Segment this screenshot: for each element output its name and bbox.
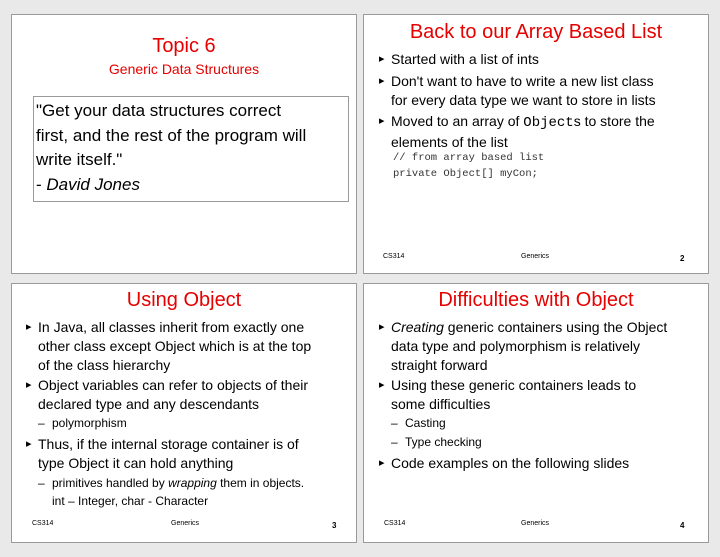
bullet-text: other class except Object which is at the top (38, 338, 312, 354)
sub-bullet (391, 433, 482, 451)
bullet-text: straight forward (391, 357, 488, 373)
slide-title: Back to our Array Based List (409, 21, 663, 43)
bullet-text: Thus, if the internal storage container is of (38, 436, 299, 452)
sub-bullet (38, 414, 127, 432)
page-number: 4 (680, 521, 685, 530)
dash-bullet-icon: – (391, 416, 398, 430)
sub-bullet (38, 474, 305, 510)
bullet-item (379, 376, 637, 414)
slide-subtitle: Generic Data Structures (108, 61, 260, 77)
footer-topic: Generics (521, 520, 550, 527)
triangle-bullet-icon: ▸ (379, 53, 385, 65)
dash-bullet-icon: – (38, 476, 45, 490)
sub-bullet (391, 414, 446, 432)
dash-bullet-icon: – (38, 416, 45, 430)
text-segment: primitives handled by (52, 476, 169, 490)
footer-course: CS314 (32, 520, 54, 527)
bullet-item (26, 376, 309, 414)
slide-title: Difficulties with Object (438, 289, 634, 311)
text-segment: s to store the (573, 113, 655, 129)
triangle-bullet-icon: ▸ (379, 75, 385, 87)
bullet-text: of the class hierarchy (38, 357, 171, 373)
bullet-item (379, 50, 539, 69)
slide-4 (363, 283, 709, 543)
text-emphasis: Creating (391, 319, 444, 335)
triangle-bullet-icon: ▸ (379, 115, 385, 127)
triangle-bullet-icon: ▸ (26, 379, 32, 391)
code-line: // from array based list (393, 152, 545, 164)
code-word: Object (523, 115, 574, 131)
bullet-text (391, 112, 655, 133)
footer-topic: Generics (521, 253, 550, 260)
text-segment: Moved to an array of (391, 113, 524, 129)
bullet-item (26, 318, 312, 375)
quote-text (36, 99, 306, 197)
triangle-bullet-icon: ▸ (379, 321, 385, 333)
sub-text: Type checking (405, 435, 482, 449)
triangle-bullet-icon: ▸ (26, 438, 32, 450)
bullet-text: Object variables can refer to objects of their (38, 377, 309, 393)
quote-line: write itself." (36, 150, 123, 169)
quote-author (36, 173, 306, 198)
bullet-text: elements of the list (391, 134, 508, 150)
footer-course: CS314 (384, 520, 406, 527)
bullet-item (379, 318, 668, 375)
code-line: private Object[] myCon; (393, 168, 538, 180)
bullet-item (379, 72, 656, 110)
quote-line: first, and the rest of the program will (36, 125, 307, 145)
sub-text: polymorphism (52, 416, 127, 430)
sub-text: Casting (405, 416, 446, 430)
bullet-item (379, 454, 630, 473)
slide-2 (363, 14, 709, 274)
sub-text: int – Integer, char - Character (52, 494, 209, 508)
bullet-text: Code examples on the following slides (391, 455, 630, 471)
triangle-bullet-icon: ▸ (26, 321, 32, 333)
text-segment: generic containers using the Object (443, 319, 668, 335)
bullet-text: type Object it can hold anything (38, 455, 234, 471)
bullet-text: Don't want to have to write a new list class (391, 73, 654, 89)
slide-3 (11, 283, 357, 543)
bullet-text: data type and polymorphism is relatively (391, 338, 641, 354)
text-segment: them in objects. (216, 476, 305, 490)
bullet-text (391, 318, 667, 337)
bullet-item (26, 435, 299, 473)
triangle-bullet-icon: ▸ (379, 379, 385, 391)
bullet-text: In Java, all classes inherit from exactly one (38, 319, 305, 335)
quote-line: "Get your data structures correct (36, 101, 282, 120)
bullet-text: Started with a list of ints (391, 51, 539, 67)
sub-text (52, 474, 304, 492)
slide-1 (11, 14, 357, 274)
page-number: 2 (680, 254, 685, 263)
page-number: 3 (332, 521, 337, 530)
footer-course: CS314 (383, 253, 405, 260)
text-emphasis: wrapping (168, 476, 217, 490)
slide-title: Topic 6 (152, 35, 216, 57)
triangle-bullet-icon: ▸ (379, 457, 385, 469)
bullet-text: Using these generic containers leads to (391, 377, 637, 393)
author-prefix: - (36, 174, 47, 194)
footer-topic: Generics (171, 520, 200, 527)
bullet-text: some difficulties (391, 396, 491, 412)
bullet-text: declared type and any descendants (38, 396, 260, 412)
slide-title: Using Object (126, 289, 242, 311)
bullet-text: for every data type we want to store in lists (391, 92, 656, 108)
author-name: David Jones (46, 174, 140, 194)
bullet-item (379, 112, 655, 152)
dash-bullet-icon: – (391, 435, 398, 449)
